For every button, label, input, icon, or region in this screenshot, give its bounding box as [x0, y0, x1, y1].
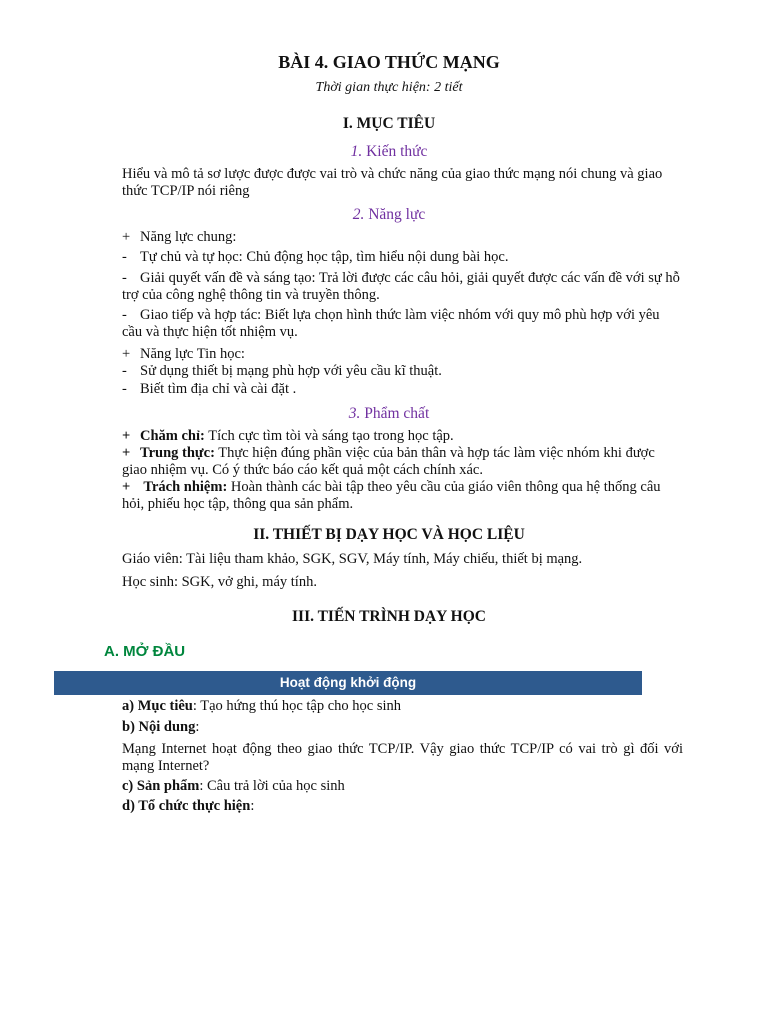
competency-number: 2.	[352, 206, 365, 223]
list-item	[122, 363, 442, 380]
knowledge-label: Kiến thức	[362, 143, 428, 160]
bullet-mark: +	[122, 445, 131, 461]
general-competency-label: Năng lực chung:	[140, 229, 237, 245]
knowledge-text: Hiểu và mô tả sơ lược được được vai trò và chức năng của giao thức mạng nói chung và giao thức TCP/IP nói riêng	[122, 166, 663, 199]
list-item	[122, 270, 682, 303]
qualities-label: Phẩm chất	[360, 405, 430, 422]
goal-text: : Tạo hứng thú học tập cho học sinh	[192, 698, 402, 714]
it-competency-label: Năng lực Tin học:	[140, 346, 245, 362]
bullet-mark: +	[122, 428, 131, 444]
product-label: c) Sản phẩm	[122, 778, 200, 794]
list-item-text: Sử dụng thiết bị mạng phù hợp với yêu cầu kĩ thuật.	[140, 363, 442, 379]
warmup-activity-banner: Hoạt động khởi động	[54, 671, 642, 695]
list-item	[122, 381, 296, 398]
part-a-heading: A. MỞ ĐẦU	[104, 643, 186, 660]
bullet-mark: -	[122, 381, 127, 397]
list-item	[122, 249, 509, 266]
content-text: Mạng Internet hoạt động theo giao thức TCP/IP. Vậy giao thức TCP/IP có vai trò gì đối với mạng Internet?	[122, 741, 683, 774]
quality-text: Tích cực tìm tòi và sáng tạo trong học tập.	[204, 428, 454, 444]
bullet-mark: -	[122, 270, 127, 286]
quality-label: Trách nhiệm:	[140, 479, 228, 495]
quality-label: Chăm chỉ:	[140, 428, 205, 444]
list-item-text: Tự chủ và tự học: Chủ động học tập, tìm hiểu nội dung bài học.	[140, 249, 509, 265]
section-equipment-heading: II. THIẾT BỊ DẠY HỌC VÀ HỌC LIỆU	[253, 526, 525, 543]
organization-colon: :	[250, 798, 255, 814]
list-item-text: Giao tiếp và hợp tác: Biết lựa chọn hình thức làm việc nhóm với quy mô phù hợp với yêu cầu và thực hiện tốt nhiệm vụ.	[122, 307, 660, 340]
knowledge-heading	[0, 143, 768, 161]
bullet-mark: +	[122, 229, 131, 245]
content-line	[122, 719, 199, 736]
list-item-text: Biết tìm địa chỉ và cài đặt .	[140, 381, 297, 397]
goal-line	[122, 698, 401, 715]
content-colon: :	[195, 719, 200, 735]
section-objectives-heading: I. MỤC TIÊU	[342, 115, 436, 132]
knowledge-number: 1.	[350, 143, 363, 160]
qualities-heading	[0, 405, 768, 423]
bullet-mark: -	[122, 307, 127, 323]
section-process-heading: III. TIẾN TRÌNH DẠY HỌC	[292, 608, 486, 625]
list-item	[122, 307, 682, 340]
general-competency	[122, 229, 236, 246]
it-competency	[122, 346, 245, 363]
product-line	[122, 778, 345, 795]
qualities-number: 3.	[348, 405, 361, 422]
list-item	[122, 428, 682, 445]
lesson-title: BÀI 4. GIAO THỨC MẠNG	[278, 52, 500, 72]
student-materials: Học sinh: SGK, vở ghi, máy tính.	[122, 574, 317, 590]
lesson-duration: Thời gian thực hiện: 2 tiết	[315, 80, 463, 95]
organization-label: d) Tổ chức thực hiện	[122, 798, 251, 814]
competency-heading	[0, 206, 768, 224]
product-text: : Câu trả lời của học sinh	[199, 778, 345, 794]
bullet-mark: +	[122, 479, 131, 495]
content-label: b) Nội dung	[122, 719, 196, 735]
organization-line	[122, 798, 254, 815]
list-item	[122, 445, 682, 478]
bullet-mark: -	[122, 249, 127, 265]
goal-label: a) Mục tiêu	[122, 698, 193, 714]
competency-label: Năng lực	[364, 206, 426, 223]
teacher-materials: Giáo viên: Tài liệu tham khảo, SGK, SGV, Máy tính, Máy chiếu, thiết bị mạng.	[122, 551, 583, 567]
quality-text: Hoàn thành các bài tập theo yêu cầu của giáo viên thông qua hệ thống câu hỏi, phiếu học tập, thông qua sản phẩm.	[122, 479, 661, 512]
quality-text: Thực hiện đúng phần việc của bản thân và hợp tác làm việc nhóm khi được giao nhiệm vụ. Có ý thức báo cáo kết quả một cách chính xác.	[122, 445, 655, 478]
quality-label: Trung thực:	[140, 445, 215, 461]
list-item	[122, 479, 682, 512]
bullet-mark: -	[122, 363, 127, 379]
bullet-mark: +	[122, 346, 131, 362]
list-item-text: Giải quyết vấn đề và sáng tạo: Trả lời được các câu hỏi, giải quyết được các vấn đề với sự hỗ trợ của công nghệ thông tin và truyền thông.	[122, 270, 680, 303]
